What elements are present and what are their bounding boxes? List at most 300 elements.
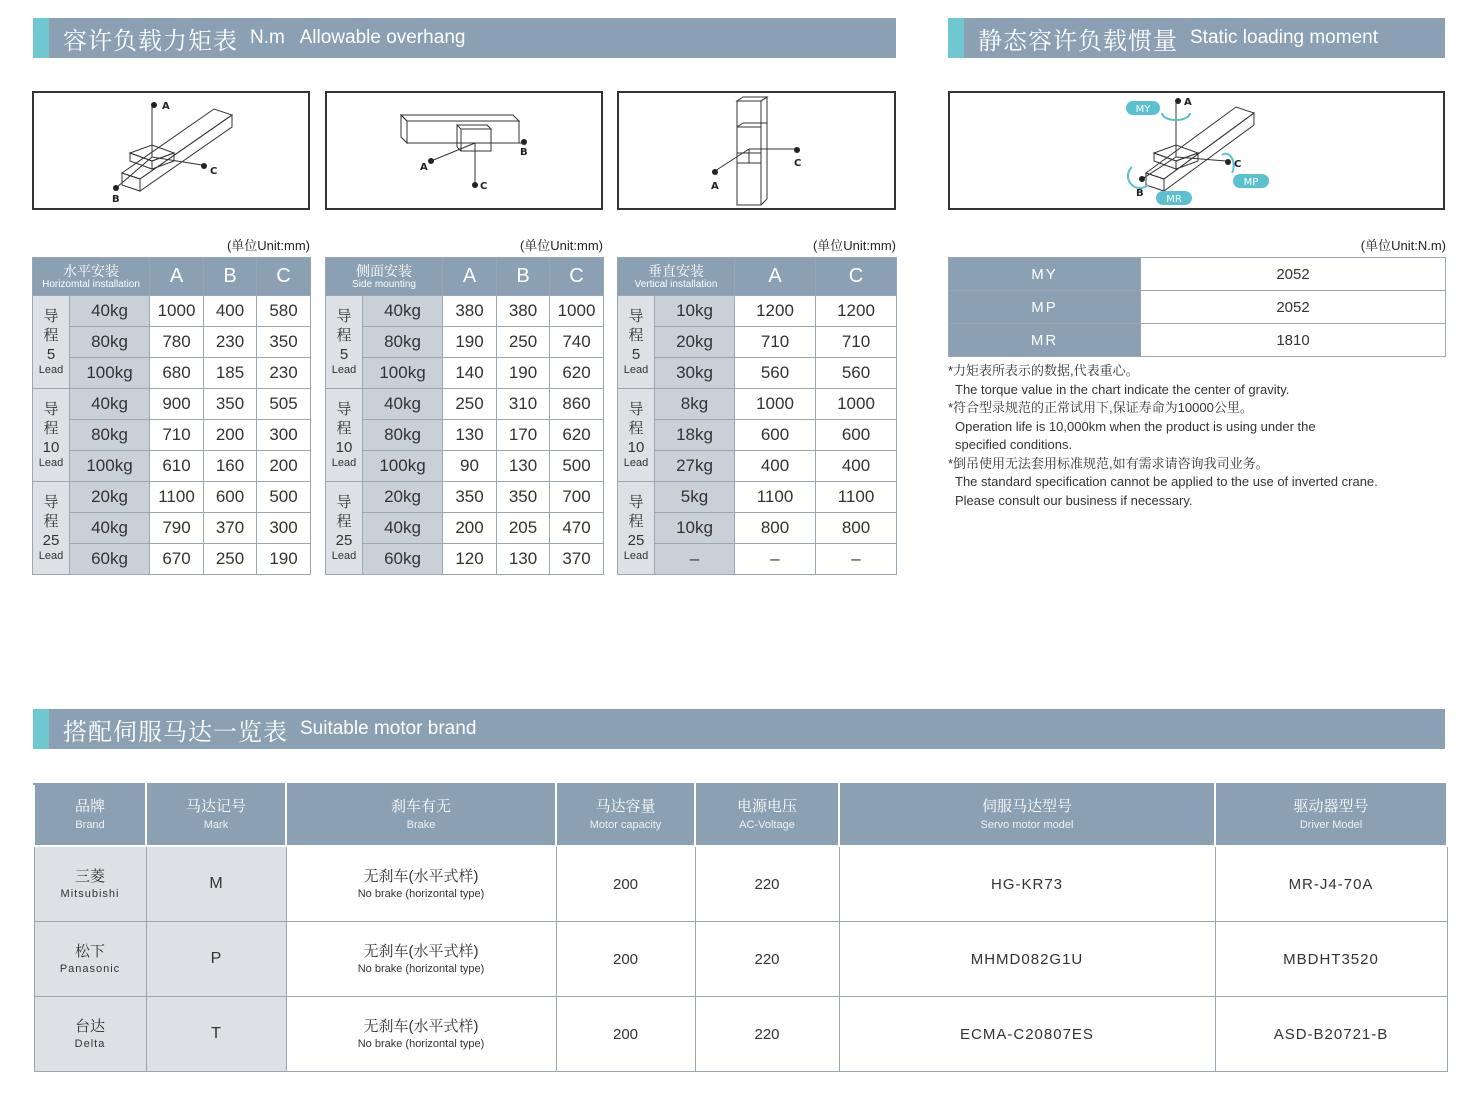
header-accent	[33, 709, 49, 749]
value-cell: 310	[497, 389, 550, 420]
header-accent	[33, 18, 49, 58]
value-cell: –	[816, 544, 897, 575]
table-header-row	[326, 258, 604, 296]
capacity-cell: 200	[556, 846, 695, 922]
static-moment-table	[948, 257, 1446, 357]
servo-model-cell: MHMD082G1U	[839, 922, 1215, 997]
driver-model-cell: MR-J4-70A	[1215, 846, 1447, 922]
table-row	[33, 513, 311, 544]
badge-my: MY	[1135, 104, 1151, 115]
value-cell: 1200	[816, 296, 897, 327]
value-cell: 1000	[735, 389, 816, 420]
lead-zh-char: 程	[628, 327, 644, 344]
value-cell: 1000	[816, 389, 897, 420]
value-cell: 200	[257, 451, 311, 482]
value-cell: 185	[204, 358, 257, 389]
load-table-side	[325, 257, 604, 575]
lead-zh-char: 导	[43, 308, 59, 325]
lead-en: Lead	[38, 550, 64, 562]
value-cell: –	[735, 544, 816, 575]
header-en: Mark	[203, 819, 229, 831]
value-cell: 380	[497, 296, 550, 327]
badge-mr: MR	[1166, 194, 1182, 205]
lead-en: Lead	[623, 457, 649, 469]
lead-zh-char: 程	[43, 513, 59, 530]
lead-zh-char: 程	[336, 327, 352, 344]
moment-row	[949, 324, 1446, 357]
value-cell: 380	[443, 296, 497, 327]
label-b: B	[1136, 188, 1144, 199]
value-cell: 505	[257, 389, 311, 420]
brand-cell	[34, 846, 146, 922]
table-row	[618, 296, 897, 327]
table-row	[33, 420, 311, 451]
lead-number: 10	[627, 439, 645, 456]
motor-column-header	[695, 784, 839, 846]
motor-column-header	[839, 784, 1215, 846]
motor-row	[34, 922, 1447, 997]
table-row	[618, 389, 897, 420]
diagram-vertical	[617, 91, 896, 210]
value-cell: 610	[150, 451, 204, 482]
value-cell: 350	[204, 389, 257, 420]
load-weight: 20kg	[655, 327, 735, 358]
motor-column-header	[556, 784, 695, 846]
lead-zh-char: 程	[336, 513, 352, 530]
note-zh: *符合型录规范的正常试用下,保证寿命为10000公里。	[948, 400, 1253, 415]
lead-en: Lead	[331, 550, 357, 562]
header-en: Driver Model	[1299, 819, 1363, 831]
note-en: The standard specification cannot be applied to the use of inverted crane.	[955, 474, 1378, 489]
value-cell: 800	[735, 513, 816, 544]
value-cell: 250	[497, 327, 550, 358]
lead-number: 5	[46, 346, 56, 363]
value-cell: 190	[443, 327, 497, 358]
load-weight: 5kg	[655, 482, 735, 513]
value-cell: 670	[150, 544, 204, 575]
load-weight: 80kg	[363, 420, 443, 451]
value-cell: 300	[257, 420, 311, 451]
value-cell: 780	[150, 327, 204, 358]
value-cell: 1000	[150, 296, 204, 327]
value-cell: 200	[443, 513, 497, 544]
lead-cell	[618, 296, 655, 389]
note-en: specified conditions.	[955, 437, 1073, 452]
brand-zh: 松下	[74, 942, 105, 960]
brake-en: No brake (horizontal type)	[357, 887, 485, 900]
load-weight: 60kg	[70, 544, 150, 575]
brake-en: No brake (horizontal type)	[357, 962, 485, 975]
value-cell: 1100	[735, 482, 816, 513]
table-row	[618, 482, 897, 513]
lead-en: Lead	[623, 364, 649, 376]
voltage-cell: 220	[695, 846, 839, 922]
value-cell: 470	[550, 513, 604, 544]
value-cell: 400	[735, 451, 816, 482]
value-cell: 140	[443, 358, 497, 389]
header-zh: 电源电压	[736, 798, 797, 815]
lead-zh-char: 程	[628, 420, 644, 437]
notes-block	[948, 362, 1445, 510]
diagram-horizontal	[32, 91, 310, 210]
moment-row	[949, 258, 1446, 291]
lead-cell	[618, 389, 655, 482]
brake-cell	[286, 846, 556, 922]
column-header-a: A	[150, 258, 204, 296]
brand-cell	[34, 997, 146, 1072]
load-weight: 20kg	[70, 482, 150, 513]
motor-column-header	[286, 784, 556, 846]
brand-en: Mitsubishi	[60, 887, 120, 900]
section-title-en: Static loading moment	[1190, 27, 1378, 48]
column-header-a: A	[443, 258, 497, 296]
section-title-zh: 静态容许负载惯量	[978, 26, 1178, 55]
value-cell: 160	[204, 451, 257, 482]
lead-number: 10	[335, 439, 353, 456]
column-header-c: C	[257, 258, 311, 296]
value-cell: 1200	[735, 296, 816, 327]
horizontal-rail-figure	[34, 93, 308, 208]
value-cell: 170	[497, 420, 550, 451]
lead-zh-char: 导	[628, 401, 644, 418]
value-cell: 350	[443, 482, 497, 513]
value-cell: 400	[816, 451, 897, 482]
table-row	[33, 482, 311, 513]
value-cell: 205	[497, 513, 550, 544]
table-row	[326, 544, 604, 575]
lead-number: 10	[42, 439, 60, 456]
lead-number: 25	[335, 532, 353, 549]
voltage-cell: 220	[695, 997, 839, 1072]
value-cell: 600	[204, 482, 257, 513]
lead-en: Lead	[38, 364, 64, 376]
lead-cell	[618, 482, 655, 575]
label-c: C	[794, 158, 802, 169]
note-zh: *力矩表所表示的数据,代表重心。	[948, 363, 1139, 378]
table-row	[326, 296, 604, 327]
brake-en: No brake (horizontal type)	[357, 1037, 485, 1050]
table-header-row	[618, 258, 897, 296]
motor-table	[33, 783, 1448, 1072]
vertical-rail-figure	[619, 93, 894, 208]
lead-number: 5	[631, 346, 641, 363]
value-cell: 740	[550, 327, 604, 358]
moment-value: 1810	[1141, 324, 1446, 357]
value-cell: 1000	[550, 296, 604, 327]
table-row	[33, 389, 311, 420]
load-weight: –	[655, 544, 735, 575]
lead-zh-char: 程	[43, 327, 59, 344]
value-cell: 370	[204, 513, 257, 544]
installation-type-zh: 水平安装	[63, 262, 119, 279]
lead-zh-char: 导	[336, 494, 352, 511]
brand-zh: 三菱	[74, 867, 105, 885]
header-zh: 马达记号	[185, 798, 246, 815]
column-header-a: A	[735, 258, 816, 296]
lead-number: 5	[339, 346, 349, 363]
lead-zh-char: 导	[336, 401, 352, 418]
lead-zh-char: 程	[628, 513, 644, 530]
section-title-zh: 搭配伺服马达一览表	[63, 717, 288, 746]
value-cell: 1100	[816, 482, 897, 513]
lead-zh-char: 导	[336, 308, 352, 325]
load-weight: 80kg	[363, 327, 443, 358]
motor-column-header	[34, 784, 146, 846]
table-row	[33, 296, 311, 327]
installation-type-en: Horizomtal installation	[42, 278, 140, 290]
value-cell: 370	[550, 544, 604, 575]
value-cell: 350	[497, 482, 550, 513]
lead-en: Lead	[38, 457, 64, 469]
load-weight: 100kg	[70, 358, 150, 389]
header-en: Brand	[75, 819, 105, 831]
value-cell: 230	[204, 327, 257, 358]
lead-zh-char: 导	[628, 494, 644, 511]
value-cell: 350	[257, 327, 311, 358]
table-row	[618, 544, 897, 575]
value-cell: 560	[735, 358, 816, 389]
mark-cell: P	[146, 922, 286, 997]
moment-key: MR	[949, 324, 1141, 357]
lead-zh-char: 程	[336, 420, 352, 437]
value-cell: 620	[550, 420, 604, 451]
note-zh: *倒吊使用无法套用标准规范,如有需求请咨询我司业务。	[948, 455, 1269, 471]
label-a: A	[420, 162, 428, 173]
driver-model-cell: MBDHT3520	[1215, 922, 1447, 997]
value-cell: 130	[443, 420, 497, 451]
value-cell: 600	[816, 420, 897, 451]
column-header-c: C	[816, 258, 897, 296]
load-weight: 100kg	[363, 451, 443, 482]
servo-model-cell: ECMA-C20807ES	[839, 997, 1215, 1072]
note-en: Operation life is 10,000km when the product is using under the	[955, 418, 1316, 434]
lead-zh-char: 导	[628, 308, 644, 325]
table-row	[618, 358, 897, 389]
section-header-overhang	[33, 18, 896, 58]
table-header-row	[33, 258, 311, 296]
value-cell: 900	[150, 389, 204, 420]
value-cell: 400	[204, 296, 257, 327]
load-weight: 10kg	[655, 513, 735, 544]
value-cell: 200	[204, 420, 257, 451]
value-cell: 560	[816, 358, 897, 389]
lead-zh-char: 程	[43, 420, 59, 437]
voltage-cell: 220	[695, 922, 839, 997]
table-row	[618, 513, 897, 544]
lead-en: Lead	[331, 457, 357, 469]
section-title-en: Suitable motor brand	[300, 718, 477, 739]
side-rail-figure	[327, 93, 601, 208]
moment-value: 2052	[1141, 291, 1446, 324]
installation-type-header	[618, 258, 735, 296]
value-cell: 800	[816, 513, 897, 544]
label-c: C	[210, 166, 218, 177]
value-cell: 190	[497, 358, 550, 389]
label-a: A	[1184, 97, 1192, 108]
value-cell: 230	[257, 358, 311, 389]
brake-zh: 无刹车(水平式样)	[363, 867, 479, 885]
capacity-cell: 200	[556, 922, 695, 997]
installation-type-en: Vertical installation	[634, 278, 718, 290]
table-row	[33, 358, 311, 389]
load-weight: 100kg	[70, 451, 150, 482]
section-title-en: N.m Allowable overhang	[250, 27, 466, 48]
motor-column-header	[146, 784, 286, 846]
value-cell: 710	[150, 420, 204, 451]
capacity-cell: 200	[556, 997, 695, 1072]
label-c: C	[480, 181, 488, 192]
servo-model-cell: HG-KR73	[839, 846, 1215, 922]
load-weight: 100kg	[363, 358, 443, 389]
section-header-static	[948, 18, 1445, 58]
value-cell: 250	[204, 544, 257, 575]
driver-model-cell: ASD-B20721-B	[1215, 997, 1447, 1072]
motor-row	[34, 997, 1447, 1072]
column-header-b: B	[204, 258, 257, 296]
load-weight: 10kg	[655, 296, 735, 327]
value-cell: 620	[550, 358, 604, 389]
lead-cell	[326, 296, 363, 389]
column-header-b: B	[497, 258, 550, 296]
table-row	[326, 451, 604, 482]
value-cell: 680	[150, 358, 204, 389]
load-weight: 18kg	[655, 420, 735, 451]
moment-rail-figure	[950, 93, 1443, 208]
lead-en: Lead	[331, 364, 357, 376]
header-zh: 品牌	[74, 798, 105, 815]
column-header-c: C	[550, 258, 604, 296]
diagram-side	[325, 91, 603, 210]
brand-zh: 台达	[74, 1017, 105, 1035]
value-cell: 130	[497, 451, 550, 482]
value-cell: 600	[735, 420, 816, 451]
header-en: Brake	[406, 819, 436, 831]
lead-en: Lead	[623, 550, 649, 562]
load-weight: 40kg	[363, 296, 443, 327]
table-row	[326, 420, 604, 451]
value-cell: 710	[816, 327, 897, 358]
value-cell: 700	[550, 482, 604, 513]
table-row	[326, 389, 604, 420]
label-b: B	[520, 147, 528, 158]
lead-zh-char: 导	[43, 401, 59, 418]
lead-cell	[326, 389, 363, 482]
lead-cell	[33, 482, 70, 575]
installation-type-en: Side mounting	[352, 278, 416, 290]
installation-type-header	[326, 258, 443, 296]
lead-number: 25	[627, 532, 645, 549]
value-cell: 130	[497, 544, 550, 575]
value-cell: 90	[443, 451, 497, 482]
lead-cell	[33, 389, 70, 482]
unit-label: (单位Unit:mm)	[226, 238, 310, 253]
installation-type-zh: 侧面安装	[356, 262, 412, 279]
mark-cell: M	[146, 846, 286, 922]
header-zh: 伺服马达型号	[981, 798, 1072, 815]
diagram-static-moment	[948, 91, 1445, 210]
moment-value: 2052	[1141, 258, 1446, 291]
load-weight: 80kg	[70, 420, 150, 451]
badge-mp: MP	[1243, 177, 1259, 188]
header-accent	[948, 18, 964, 58]
value-cell: 1100	[150, 482, 204, 513]
value-cell: 710	[735, 327, 816, 358]
table-row	[618, 327, 897, 358]
installation-type-zh: 垂直安装	[648, 262, 704, 279]
brake-cell	[286, 922, 556, 997]
value-cell: 580	[257, 296, 311, 327]
brand-en: Delta	[74, 1037, 106, 1050]
brand-cell	[34, 922, 146, 997]
installation-type-header	[33, 258, 150, 296]
table-row	[326, 358, 604, 389]
table-row	[33, 451, 311, 482]
note-en: Please consult our business if necessary.	[955, 492, 1193, 508]
load-weight: 30kg	[655, 358, 735, 389]
brand-en: Panasonic	[59, 962, 121, 975]
label-a: A	[711, 181, 719, 192]
table-row	[326, 482, 604, 513]
load-table-horizontal	[32, 257, 311, 575]
unit-label: (单位Unit:N.m)	[1360, 238, 1446, 253]
load-weight: 20kg	[363, 482, 443, 513]
motor-column-header	[1215, 784, 1447, 846]
value-cell: 500	[257, 482, 311, 513]
value-cell: 860	[550, 389, 604, 420]
section-title-zh: 容许负载力矩表	[63, 26, 238, 55]
table-row	[326, 327, 604, 358]
unit-label: (单位Unit:mm)	[519, 238, 603, 253]
load-weight: 40kg	[363, 513, 443, 544]
motor-header-row	[34, 784, 1447, 846]
table-row	[326, 513, 604, 544]
mark-cell: T	[146, 997, 286, 1072]
load-weight: 40kg	[70, 513, 150, 544]
label-a: A	[162, 101, 170, 112]
brake-cell	[286, 997, 556, 1072]
load-weight: 40kg	[70, 389, 150, 420]
value-cell: 300	[257, 513, 311, 544]
table-row	[618, 451, 897, 482]
note-en: The torque value in the chart indicate the center of gravity.	[955, 381, 1290, 397]
value-cell: 120	[443, 544, 497, 575]
header-en: AC-Voltage	[739, 819, 795, 831]
table-row	[33, 327, 311, 358]
load-weight: 8kg	[655, 389, 735, 420]
value-cell: 500	[550, 451, 604, 482]
header-en: Servo motor model	[980, 819, 1074, 831]
lead-cell	[326, 482, 363, 575]
moment-key: MP	[949, 291, 1141, 324]
header-en: Motor capacity	[589, 819, 662, 831]
motor-row	[34, 846, 1447, 922]
header-zh: 刹车有无	[390, 798, 451, 815]
brake-zh: 无刹车(水平式样)	[363, 1017, 479, 1035]
brake-zh: 无刹车(水平式样)	[363, 942, 479, 960]
lead-cell	[33, 296, 70, 389]
moment-key: MY	[949, 258, 1141, 291]
load-weight: 80kg	[70, 327, 150, 358]
value-cell: 790	[150, 513, 204, 544]
load-weight: 27kg	[655, 451, 735, 482]
value-cell: 250	[443, 389, 497, 420]
label-b: B	[112, 194, 120, 205]
load-weight: 40kg	[70, 296, 150, 327]
section-header-motor	[33, 709, 1445, 749]
lead-number: 25	[42, 532, 60, 549]
load-weight: 60kg	[363, 544, 443, 575]
header-zh: 马达容量	[595, 798, 656, 815]
